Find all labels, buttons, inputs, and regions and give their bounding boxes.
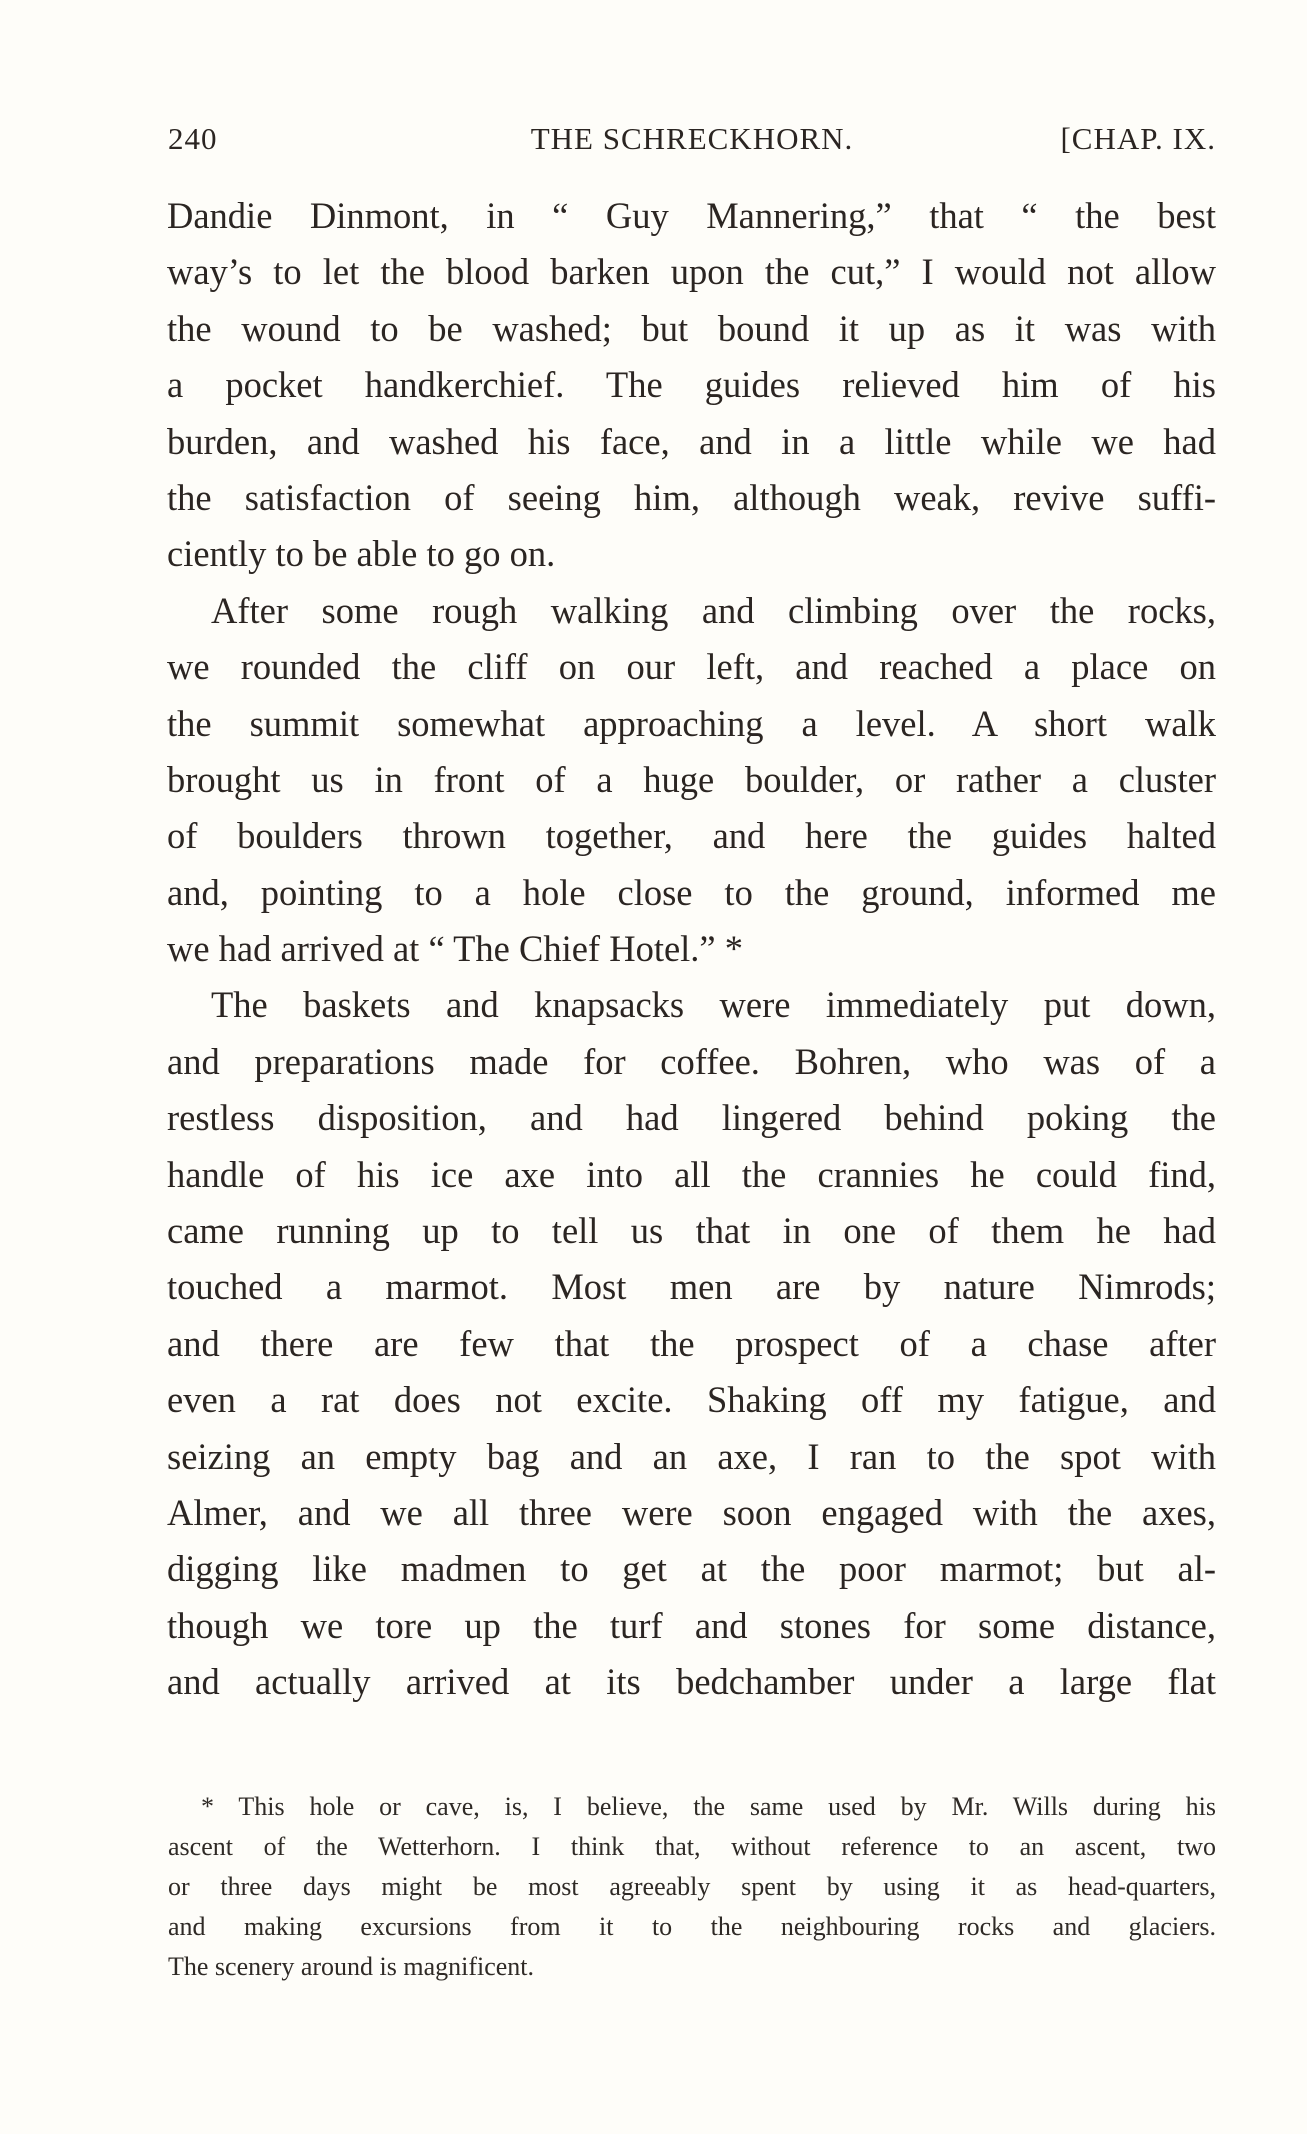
text-line: and actually arrived at its bedchamber under a large flat <box>167 1661 1216 1703</box>
text-line: the satisfaction of seeing him, although weak, revive suffi- <box>167 476 1216 518</box>
page-number: 240 <box>168 121 218 156</box>
running-header <box>168 117 1216 161</box>
text-line: Dandie Dinmont, in “ Guy Mannering,” that “ the best <box>167 195 1216 236</box>
text-line: The baskets and knapsacks were immediately put down, <box>211 984 1216 1026</box>
text-line: we had arrived at “ The Chief Hotel.” * <box>167 928 743 970</box>
text-line: though we tore up the turf and stones for some distance, <box>167 1604 1216 1646</box>
footnote-line: ascent of the Wetterhorn. I think that, without reference to an ascent, two <box>168 1832 1216 1861</box>
text-line: Almer, and we all three were soon engaged with the axes, <box>167 1491 1216 1533</box>
footnote <box>168 1787 1216 1987</box>
text-line: a pocket handkerchief. The guides relieved him of his <box>167 364 1216 406</box>
footnote-line: * This hole or cave, is, I believe, the same used by Mr. Wills during his <box>201 1792 1216 1821</box>
text-line: came running up to tell us that in one of them he had <box>167 1210 1216 1252</box>
text-line: the wound to be washed; but bound it up as it was with <box>167 307 1216 349</box>
footnote-line: The scenery around is magnificent. <box>168 1952 535 1981</box>
text-line: we rounded the cliff on our left, and reached a place on <box>167 646 1216 688</box>
text-line: restless disposition, and had lingered behind poking the <box>167 1097 1216 1139</box>
text-line: brought us in front of a huge boulder, or rather a cluster <box>167 758 1216 800</box>
text-line: digging like madmen to get at the poor marmot; but al- <box>167 1548 1216 1590</box>
footnote-line: or three days might be most agreeably spent by using it as head-quarters, <box>168 1872 1216 1901</box>
text-line: of boulders thrown together, and here the guides halted <box>167 815 1216 857</box>
text-line: and preparations made for coffee. Bohren, who was of a <box>167 1040 1216 1082</box>
text-line: and there are few that the prospect of a chase after <box>167 1322 1216 1364</box>
running-title: THE SCHRECKHORN. <box>530 121 854 156</box>
text-line: even a rat does not excite. Shaking off my fatigue, and <box>167 1379 1216 1421</box>
footnote-line: and making excursions from it to the neighbouring rocks and glaciers. <box>168 1912 1216 1941</box>
text-line: handle of his ice axe into all the crannies he could find, <box>167 1153 1216 1195</box>
body-text <box>167 188 1216 1711</box>
text-line: touched a marmot. Most men are by nature Nimrods; <box>167 1266 1216 1308</box>
text-line: and, pointing to a hole close to the ground, informed me <box>167 871 1216 913</box>
text-line: After some rough walking and climbing over the rocks, <box>211 589 1216 631</box>
text-line: seizing an empty bag and an axe, I ran to the spot with <box>167 1435 1216 1477</box>
text-line: way’s to let the blood barken upon the cut,” I would not allow <box>167 251 1216 293</box>
text-line: ciently to be able to go on. <box>167 533 556 575</box>
chapter-reference: [CHAP. IX. <box>1060 121 1216 156</box>
text-line: burden, and washed his face, and in a little while we had <box>167 420 1216 462</box>
text-line: the summit somewhat approaching a level. A short walk <box>167 702 1216 744</box>
